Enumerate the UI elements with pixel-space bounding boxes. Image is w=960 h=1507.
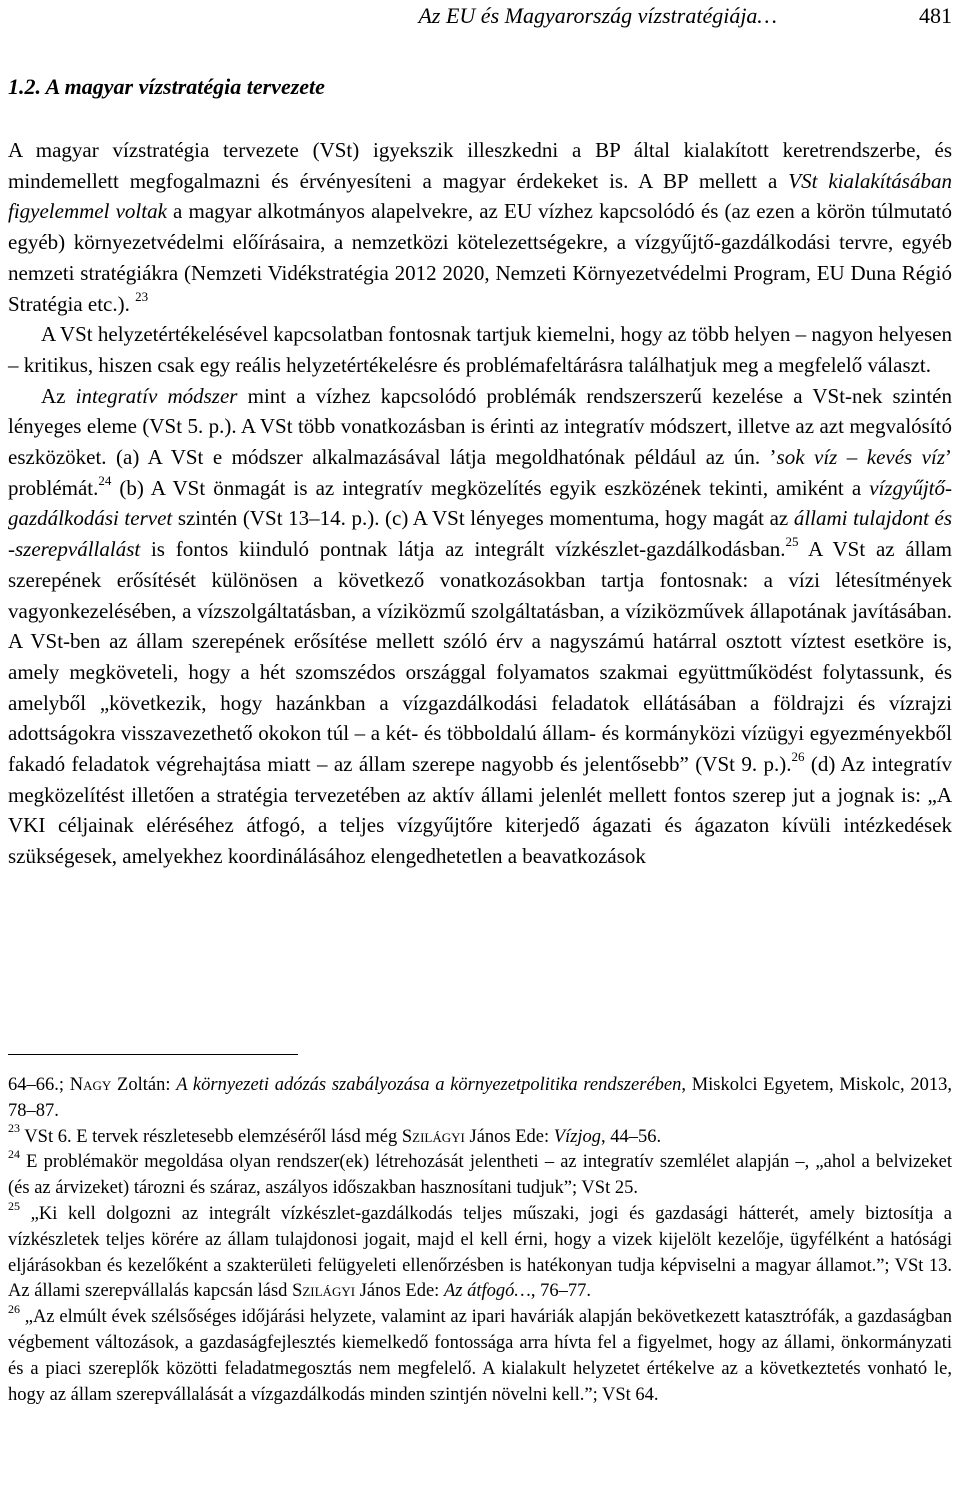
text-run: Az xyxy=(41,383,76,408)
text-run: A VSt az állam szerepének erősítését különösen a következő vonatkozásokban tartja fontosnak: a vízi létesítmények vagyonkezelésében, a vízszolgáltatásban, a víziközmű szolgáltatásban, a víziközművek állapotának javításában. A VSt-ben az állam szerepének erősítése mellett szóló érv a nagyszámú határral osztott víztest esetköre is, amely megköveteli, hogy a hét szomszédos országgal folyamatos szakmai együttműködést folytassunk, és amelyből „következik, hogy hazánkban a vízgazdálkodási feladatok ellátásában a földrajzi és vízrajzi adottságokra visszavezethető okokon túl – a két- és többoldalú állam- és kormányközi vízügyi egyezményekből fakadó feladatok végrehajtása miatt – az állam szerepe nagyobb és jelentősebb” (VSt 9. p.). xyxy=(8,537,952,777)
text-run: (b) A VSt önmagát is az integratív megközelítés egyik eszközének tekinti, amiként a xyxy=(111,475,870,500)
italic-run: Vízjog xyxy=(553,1126,602,1147)
text-run: „Az elmúlt évek szélsőséges időjárási helyzete, valamint az ipari haváriák alapján bekövetkezett katasztrófák, a gazdaságban végbement változások, a gazdaságfejlesztés kiemelkedő fontossága arra hívta fel a figyelmet, hogy az állami, önkormányzati és a piaci szereplők közötti feladatmegosztás nem megfelelő. A kialakult helyzetet értékelve az a következtetés vonható le, hogy az állam szerepvállalását a vízgazdálkodás minden szintjén növelni kell.”; VSt 64. xyxy=(8,1307,952,1405)
footnote-number: 24 xyxy=(8,1147,20,1162)
text-run: is fontos kiinduló pontnak látja az integrált vízkészlet-gazdálkodásban. xyxy=(140,537,786,562)
footnote-number: 25 xyxy=(8,1198,20,1213)
text-run: „Ki kell dolgozni az integrált vízkészlet-gazdálkodás teljes műszaki, jogi és gazdasági hátterét, amely biztosítja a vízkészletek teljes körére az állam tulajdonosi jogait, majd el kell érni, hogy a vizek kijelölt kezelője, ügyfélként a hatósági eljárásokban és kezelőként a szakterületi felügyeleti ellenőrzésben is hatékonyan tudja képviselni a magyar államot.”; VSt 13. Az állami szerepvállalás kapcsán lásd xyxy=(8,1203,952,1302)
italic-run: Az átfogó… xyxy=(443,1281,531,1302)
text-run: , Miskolci Egyetem, Miskolc, 2013, 78–87. xyxy=(8,1075,952,1121)
page-number: 481 xyxy=(919,3,952,28)
italic-run: állami tulajdont és -szerepvállalást xyxy=(8,506,953,562)
footnote-number: 23 xyxy=(8,1121,20,1136)
text-run: (d) Az integratív megközelítést illetően a stratégia tervezetében az aktív állami jelenlét mellett fontos szerep jut a jognak is: „A VKI céljainak eléréséhez átfogó, a teljes vízgyűjtőre kiterjedő ágazati és ágazaton kívüli intézkedések szükségesek, amelyekhez koordinálásához elengedhetetlen a beavatkozások xyxy=(8,752,952,869)
text-run: a magyar alkotmányos alapelvekre, az EU vízhez kapcsolódó és (az ezen a körön túlmutató egyéb) környezetvédelmi előírásaira, a nemzetközi kötelezettségekre, a vízgyűjtő-gazdálkodási tervre, egyéb nemzeti stratégiákra (Nemzeti Vidékstratégia 2012 2020, Nemzeti Környezetvédelmi Program, EU Duna Régió Stratégia etc.). xyxy=(8,199,952,316)
italic-run: A környezeti adózás szabályozása a környezetpolitika rendszerében xyxy=(176,1075,682,1095)
text-run: 64–66.; xyxy=(8,1075,70,1095)
text-run: , 76–77. xyxy=(530,1281,591,1302)
author-name: Szilágyi xyxy=(401,1126,465,1147)
paragraph-2 xyxy=(8,319,952,380)
footnote-24 xyxy=(8,1147,952,1202)
text-run: János Ede: xyxy=(464,1126,554,1147)
text-run: , 44–56. xyxy=(601,1126,662,1147)
text-run: E problémakör megoldása olyan rendszer(ek) létrehozását jelentheti – az integratív szemlélet alapján –, „ahol a belvizeket (és az árvizeket) tározni és száraz, aszályos időszakban hasznosítani tudjuk”; VSt 25. xyxy=(8,1152,952,1199)
italic-run: VSt kialakításában figyelemmel voltak xyxy=(8,168,952,224)
text-run: A VSt helyzetértékelésével kapcsolatban fontosnak tartjuk kiemelni, hogy az több helyen – nagyon helyesen – kritikus, hiszen csak egy reális helyzetértékelésre és problémafeltárásra találhatjuk meg a megfelelő választ. xyxy=(8,322,952,377)
footnote-ref-25[interactable]: 25 xyxy=(785,534,799,550)
footnote-25 xyxy=(8,1198,952,1305)
footnote-ref-23[interactable]: 23 xyxy=(135,288,149,304)
text-run: A magyar vízstratégia tervezete (VSt) igyekszik illeszkedni a BP által kialakított keretrendszerbe, és mindemellett megfogalmazni és érvényesíteni a magyar érdekeket is. A BP mellett a xyxy=(8,138,952,193)
running-title: Az EU és Magyarország vízstratégiája… xyxy=(418,3,777,28)
footnote-23 xyxy=(8,1121,952,1151)
paragraph-3 xyxy=(8,381,952,872)
footnote-ref-24[interactable]: 24 xyxy=(98,472,112,488)
section-heading: 1.2. A magyar vízstratégia tervezete xyxy=(8,74,325,99)
text-run: VSt 6. E tervek részletesebb elemzéséről lásd még xyxy=(20,1126,402,1147)
body-text xyxy=(8,135,952,872)
paragraph-1 xyxy=(8,135,952,319)
author-name: Nagy xyxy=(69,1075,112,1095)
footnote-ref-26[interactable]: 26 xyxy=(791,749,805,765)
footnote-number: 26 xyxy=(8,1302,20,1317)
text-run: szintén (VSt 13–14. p.). (c) A VSt lényeges momentuma, hogy magát az xyxy=(172,506,794,531)
text-run: mint a vízhez kapcsolódó problémák rendszerszerű kezelése a VSt-nek szintén lényeges eleme (VSt 5. p.). A VSt több vonatkozásban is érinti az integratív módszert, illetve az azt megvalósító eszközöket. (a) A VSt e módszer alkalmazásával látja megoldhatónak például az ún. ’ xyxy=(8,383,952,470)
italic-run: sok víz – kevés víz xyxy=(776,445,945,470)
running-header xyxy=(0,3,960,33)
footnotes xyxy=(8,1073,952,1408)
text-run: ’ problémát. xyxy=(8,445,952,500)
footnote-26 xyxy=(8,1302,952,1408)
italic-run: integratív módszer xyxy=(75,383,238,408)
text-run: Zoltán: xyxy=(111,1075,177,1095)
footnote-separator xyxy=(8,1054,298,1055)
italic-run: vízgyűjtő-gazdálkodási tervet xyxy=(8,475,952,531)
author-name: Szilágyi xyxy=(292,1281,356,1302)
text-run: János Ede: xyxy=(355,1281,444,1302)
footnote-continuation xyxy=(8,1073,952,1125)
